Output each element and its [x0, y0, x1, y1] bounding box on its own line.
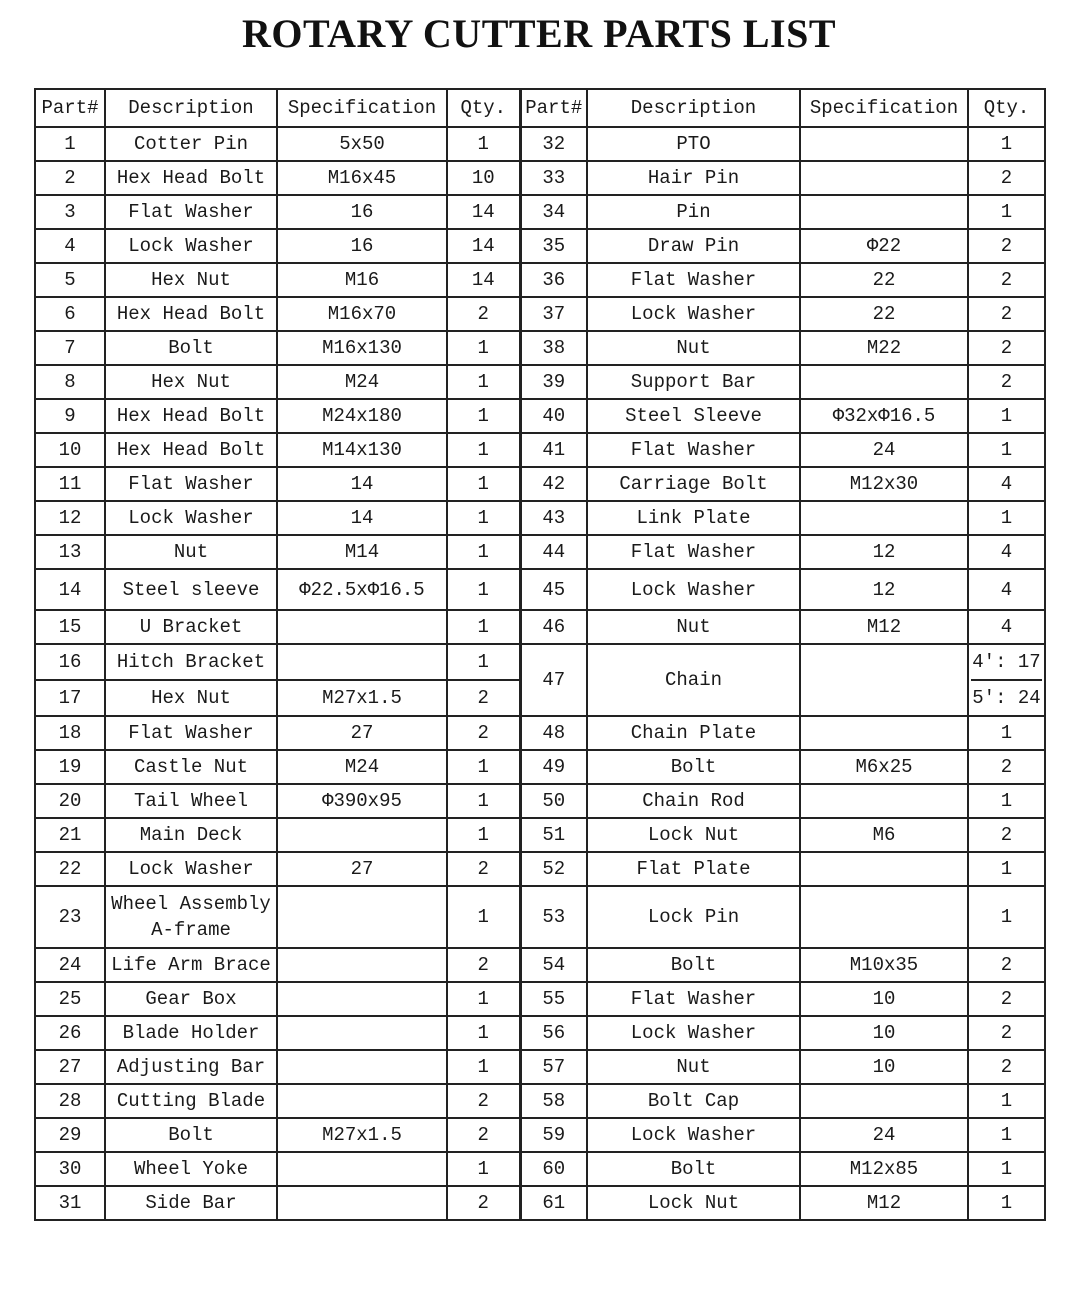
part-description: Steel sleeve — [105, 569, 277, 610]
part-number: 26 — [35, 1016, 105, 1050]
part-qty: 1 — [968, 1118, 1045, 1152]
part-qty: 2 — [968, 297, 1045, 331]
part-number: 1 — [35, 127, 105, 161]
part-number: 4 — [35, 229, 105, 263]
part-number: 31 — [35, 1186, 105, 1220]
part-description: Nut — [587, 1050, 800, 1084]
part-specification — [277, 1186, 447, 1220]
part-description: Bolt — [105, 1118, 277, 1152]
part-qty: 2 — [968, 1050, 1045, 1084]
part-qty: 1 — [447, 535, 520, 569]
part-specification: M27x1.5 — [277, 1118, 447, 1152]
part-qty: 2 — [968, 948, 1045, 982]
part-specification: M12x85 — [800, 1152, 968, 1186]
part-qty: 2 — [447, 948, 520, 982]
table-row — [35, 399, 1045, 433]
table-row — [35, 1186, 1045, 1220]
part-specification: Φ22 — [800, 229, 968, 263]
part-description: Chain Plate — [587, 716, 800, 750]
part-number: 12 — [35, 501, 105, 535]
part-specification — [277, 982, 447, 1016]
part-qty: 1 — [968, 195, 1045, 229]
part-description: Flat Washer — [587, 433, 800, 467]
part-description: Cotter Pin — [105, 127, 277, 161]
part-number: 43 — [520, 501, 587, 535]
table-row — [35, 1152, 1045, 1186]
header-part-right: Part# — [520, 89, 587, 127]
part-specification — [277, 1084, 447, 1118]
table-row — [35, 297, 1045, 331]
part-number: 53 — [520, 886, 587, 948]
page-title: ROTARY CUTTER PARTS LIST — [241, 11, 837, 56]
part-description: Lock Nut — [587, 1186, 800, 1220]
part-number: 45 — [520, 569, 587, 610]
part-qty: 1 — [447, 569, 520, 610]
part-qty: 2 — [447, 680, 520, 716]
part-description: Lock Washer — [587, 569, 800, 610]
table-row — [35, 1118, 1045, 1152]
table-row — [35, 263, 1045, 297]
part-qty: 14 — [447, 229, 520, 263]
part-number: 10 — [35, 433, 105, 467]
chain-qty-4ft: 4': 17 — [972, 651, 1041, 673]
part-qty: 2 — [968, 818, 1045, 852]
part-description: Bolt — [587, 948, 800, 982]
table-row — [35, 195, 1045, 229]
part-description: Gear Box — [105, 982, 277, 1016]
part-number: 38 — [520, 331, 587, 365]
part-qty: 1 — [968, 1152, 1045, 1186]
part-specification — [800, 501, 968, 535]
part-specification — [800, 195, 968, 229]
part-number: 18 — [35, 716, 105, 750]
parts-table — [34, 88, 1046, 1221]
table-row — [35, 750, 1045, 784]
part-number: 37 — [520, 297, 587, 331]
part-number: 58 — [520, 1084, 587, 1118]
part-number: 50 — [520, 784, 587, 818]
part-specification: M16 — [277, 263, 447, 297]
part-qty: 1 — [447, 331, 520, 365]
part-specification: 5x50 — [277, 127, 447, 161]
part-specification: M14 — [277, 535, 447, 569]
table-row — [35, 127, 1045, 161]
part-description: Flat Washer — [105, 467, 277, 501]
part-number: 55 — [520, 982, 587, 1016]
part-number: 21 — [35, 818, 105, 852]
part-qty: 1 — [447, 365, 520, 399]
part-specification — [800, 852, 968, 886]
part-description: Hex Nut — [105, 680, 277, 716]
part-number: 7 — [35, 331, 105, 365]
part-description: Hex Head Bolt — [105, 297, 277, 331]
table-row — [35, 229, 1045, 263]
part-description: Hex Head Bolt — [105, 433, 277, 467]
header-qty-left: Qty. — [447, 89, 520, 127]
part-description: Nut — [587, 331, 800, 365]
table-row — [35, 1016, 1045, 1050]
part-description: Adjusting Bar — [105, 1050, 277, 1084]
part-description: Lock Washer — [587, 1016, 800, 1050]
part-description: Hex Nut — [105, 365, 277, 399]
part-number: 51 — [520, 818, 587, 852]
part-specification: 10 — [800, 1050, 968, 1084]
part-description: Bolt Cap — [587, 1084, 800, 1118]
part-specification: 12 — [800, 535, 968, 569]
part-qty: 14 — [447, 263, 520, 297]
part-number: 19 — [35, 750, 105, 784]
part-specification: 22 — [800, 297, 968, 331]
part-description: Steel Sleeve — [587, 399, 800, 433]
part-specification — [800, 161, 968, 195]
part-description: Hair Pin — [587, 161, 800, 195]
part-qty: 1 — [968, 1186, 1045, 1220]
part-description: Bolt — [105, 331, 277, 365]
part-description: Nut — [587, 610, 800, 644]
part-qty: 1 — [447, 784, 520, 818]
part-qty: 2 — [968, 750, 1045, 784]
part-description: Flat Washer — [105, 716, 277, 750]
part-specification — [800, 716, 968, 750]
part-qty: 1 — [447, 610, 520, 644]
part-number: 39 — [520, 365, 587, 399]
part-description: Flat Washer — [587, 535, 800, 569]
part-specification: 27 — [277, 716, 447, 750]
part-qty: 2 — [968, 263, 1045, 297]
part-qty: 4 — [968, 535, 1045, 569]
part-qty: 1 — [447, 818, 520, 852]
part-number: 24 — [35, 948, 105, 982]
chain-qty-5ft: 5': 24 — [971, 679, 1042, 715]
part-description: Main Deck — [105, 818, 277, 852]
part-number: 44 — [520, 535, 587, 569]
part-number: 36 — [520, 263, 587, 297]
part-description: Hex Head Bolt — [105, 399, 277, 433]
part-description: Life Arm Brace — [105, 948, 277, 982]
part-qty: 1 — [447, 886, 520, 948]
part-description: Chain — [587, 644, 800, 716]
table-row — [35, 365, 1045, 399]
part-number: 52 — [520, 852, 587, 886]
part-qty: 4 — [968, 610, 1045, 644]
part-number: 23 — [35, 886, 105, 948]
part-specification: Φ390x95 — [277, 784, 447, 818]
table-row — [35, 501, 1045, 535]
part-qty: 2 — [447, 1118, 520, 1152]
part-specification — [277, 818, 447, 852]
part-number: 32 — [520, 127, 587, 161]
part-number: 6 — [35, 297, 105, 331]
part-description: Flat Plate — [587, 852, 800, 886]
part-qty: 2 — [968, 229, 1045, 263]
part-qty: 1 — [447, 1152, 520, 1186]
part-specification — [277, 948, 447, 982]
part-qty: 2 — [447, 297, 520, 331]
table-row — [35, 433, 1045, 467]
part-specification — [277, 1152, 447, 1186]
part-specification — [277, 610, 447, 644]
table-row — [35, 161, 1045, 195]
part-specification: M16x130 — [277, 331, 447, 365]
header-description-right: Description — [587, 89, 800, 127]
part-description: Castle Nut — [105, 750, 277, 784]
part-specification — [277, 1050, 447, 1084]
part-description: PTO — [587, 127, 800, 161]
part-number: 11 — [35, 467, 105, 501]
header-row — [35, 89, 1045, 127]
part-number: 48 — [520, 716, 587, 750]
part-specification: M24 — [277, 750, 447, 784]
part-description: Pin — [587, 195, 800, 229]
part-qty: 4 — [968, 467, 1045, 501]
part-number: 60 — [520, 1152, 587, 1186]
part-specification: 10 — [800, 982, 968, 1016]
part-description: Hex Nut — [105, 263, 277, 297]
part-qty: 1 — [447, 501, 520, 535]
part-number: 28 — [35, 1084, 105, 1118]
part-number: 14 — [35, 569, 105, 610]
part-specification: 12 — [800, 569, 968, 610]
part-qty: 1 — [447, 433, 520, 467]
part-number: 49 — [520, 750, 587, 784]
part-description: Wheel Yoke — [105, 1152, 277, 1186]
part-description: Hex Head Bolt — [105, 161, 277, 195]
part-description: Blade Holder — [105, 1016, 277, 1050]
part-number: 59 — [520, 1118, 587, 1152]
part-number: 2 — [35, 161, 105, 195]
part-number: 40 — [520, 399, 587, 433]
part-specification: 10 — [800, 1016, 968, 1050]
part-qty: 1 — [968, 852, 1045, 886]
part-number: 17 — [35, 680, 105, 716]
part-description: Nut — [105, 535, 277, 569]
part-specification: M10x35 — [800, 948, 968, 982]
table-row — [35, 852, 1045, 886]
part-number: 5 — [35, 263, 105, 297]
part-qty: 1 — [447, 127, 520, 161]
part-description: Support Bar — [587, 365, 800, 399]
table-row — [35, 1084, 1045, 1118]
part-number: 25 — [35, 982, 105, 1016]
part-description: Flat Washer — [105, 195, 277, 229]
part-qty: 2 — [968, 1016, 1045, 1050]
part-specification — [800, 127, 968, 161]
part-number: 22 — [35, 852, 105, 886]
part-specification: M16x45 — [277, 161, 447, 195]
part-specification — [277, 886, 447, 948]
part-specification: M16x70 — [277, 297, 447, 331]
part-specification: Φ32xΦ16.5 — [800, 399, 968, 433]
part-qty: 1 — [968, 433, 1045, 467]
header-specification-right: Specification — [800, 89, 968, 127]
part-specification: M24x180 — [277, 399, 447, 433]
table-row — [35, 467, 1045, 501]
part-qty: 1 — [447, 1050, 520, 1084]
header-description-left: Description — [105, 89, 277, 127]
table-row — [35, 535, 1045, 569]
header-qty-right: Qty. — [968, 89, 1045, 127]
part-specification — [800, 1084, 968, 1118]
part-qty: 1 — [968, 716, 1045, 750]
part-qty: 2 — [447, 1084, 520, 1118]
part-description: Lock Washer — [105, 229, 277, 263]
part-qty: 1 — [968, 886, 1045, 948]
table-row — [35, 644, 1045, 680]
part-number: 29 — [35, 1118, 105, 1152]
part-specification — [800, 886, 968, 948]
part-specification: 22 — [800, 263, 968, 297]
part-qty: 2 — [447, 716, 520, 750]
header-part-left: Part# — [35, 89, 105, 127]
part-number: 15 — [35, 610, 105, 644]
part-description: Bolt — [587, 750, 800, 784]
part-qty: 1 — [968, 127, 1045, 161]
part-number: 56 — [520, 1016, 587, 1050]
part-qty: 2 — [968, 365, 1045, 399]
table-row — [35, 818, 1045, 852]
table-row — [35, 982, 1045, 1016]
part-number: 33 — [520, 161, 587, 195]
part-specification: 16 — [277, 195, 447, 229]
part-number: 41 — [520, 433, 587, 467]
part-specification: 14 — [277, 467, 447, 501]
part-qty: 4 — [968, 569, 1045, 610]
part-number: 35 — [520, 229, 587, 263]
table-row — [35, 716, 1045, 750]
part-qty: 1 — [447, 750, 520, 784]
part-specification: M12 — [800, 1186, 968, 1220]
part-qty: 1 — [968, 1084, 1045, 1118]
part-number: 3 — [35, 195, 105, 229]
table-row — [35, 886, 1045, 948]
table-row — [35, 610, 1045, 644]
part-qty: 1 — [968, 399, 1045, 433]
part-specification: Φ22.5xΦ16.5 — [277, 569, 447, 610]
part-number: 30 — [35, 1152, 105, 1186]
part-specification: M22 — [800, 331, 968, 365]
part-description: Chain Rod — [587, 784, 800, 818]
part-number: 9 — [35, 399, 105, 433]
part-specification — [277, 644, 447, 680]
part-qty: 1 — [447, 1016, 520, 1050]
part-description: Lock Nut — [587, 818, 800, 852]
part-description: Cutting Blade — [105, 1084, 277, 1118]
part-specification: M12x30 — [800, 467, 968, 501]
part-specification — [800, 784, 968, 818]
part-description: Lock Washer — [105, 501, 277, 535]
part-qty: 1 — [447, 399, 520, 433]
part-description: Lock Pin — [587, 886, 800, 948]
part-description: U Bracket — [105, 610, 277, 644]
part-number: 8 — [35, 365, 105, 399]
part-description: Lock Washer — [587, 297, 800, 331]
part-number: 16 — [35, 644, 105, 680]
part-description: Carriage Bolt — [587, 467, 800, 501]
part-number: 54 — [520, 948, 587, 982]
table-row — [35, 784, 1045, 818]
part-number: 13 — [35, 535, 105, 569]
part-number: 57 — [520, 1050, 587, 1084]
part-description: Link Plate — [587, 501, 800, 535]
part-specification: 16 — [277, 229, 447, 263]
part-description: Tail Wheel — [105, 784, 277, 818]
part-description: Lock Washer — [587, 1118, 800, 1152]
part-specification: M14x130 — [277, 433, 447, 467]
part-description: Flat Washer — [587, 982, 800, 1016]
part-qty: 1 — [447, 467, 520, 501]
part-specification — [800, 365, 968, 399]
part-description: Bolt — [587, 1152, 800, 1186]
part-qty: 1 — [447, 644, 520, 680]
table-row — [35, 331, 1045, 365]
part-number: 42 — [520, 467, 587, 501]
part-specification: 14 — [277, 501, 447, 535]
part-specification: 27 — [277, 852, 447, 886]
part-number: 47 — [520, 644, 587, 716]
part-specification: M6 — [800, 818, 968, 852]
part-specification: M24 — [277, 365, 447, 399]
part-description: Side Bar — [105, 1186, 277, 1220]
part-qty — [968, 644, 1045, 716]
part-specification — [800, 644, 968, 716]
part-specification: M27x1.5 — [277, 680, 447, 716]
part-description: Flat Washer — [587, 263, 800, 297]
table-row — [35, 1050, 1045, 1084]
part-qty: 1 — [447, 982, 520, 1016]
part-number: 20 — [35, 784, 105, 818]
part-description: Draw Pin — [587, 229, 800, 263]
part-number: 46 — [520, 610, 587, 644]
part-qty: 2 — [968, 161, 1045, 195]
part-qty: 2 — [447, 852, 520, 886]
table-row — [35, 569, 1045, 610]
header-specification-left: Specification — [277, 89, 447, 127]
part-specification: 24 — [800, 433, 968, 467]
part-description: Wheel Assembly A-frame — [105, 886, 277, 948]
part-qty: 2 — [968, 982, 1045, 1016]
part-number: 34 — [520, 195, 587, 229]
part-qty: 2 — [447, 1186, 520, 1220]
table-row — [35, 948, 1045, 982]
part-qty: 14 — [447, 195, 520, 229]
part-qty: 1 — [968, 501, 1045, 535]
part-qty: 10 — [447, 161, 520, 195]
part-specification: 24 — [800, 1118, 968, 1152]
part-description: Lock Washer — [105, 852, 277, 886]
part-qty: 1 — [968, 784, 1045, 818]
part-number: 61 — [520, 1186, 587, 1220]
part-number: 27 — [35, 1050, 105, 1084]
part-description: Hitch Bracket — [105, 644, 277, 680]
part-specification: M12 — [800, 610, 968, 644]
part-qty: 2 — [968, 331, 1045, 365]
part-specification: M6x25 — [800, 750, 968, 784]
part-specification — [277, 1016, 447, 1050]
